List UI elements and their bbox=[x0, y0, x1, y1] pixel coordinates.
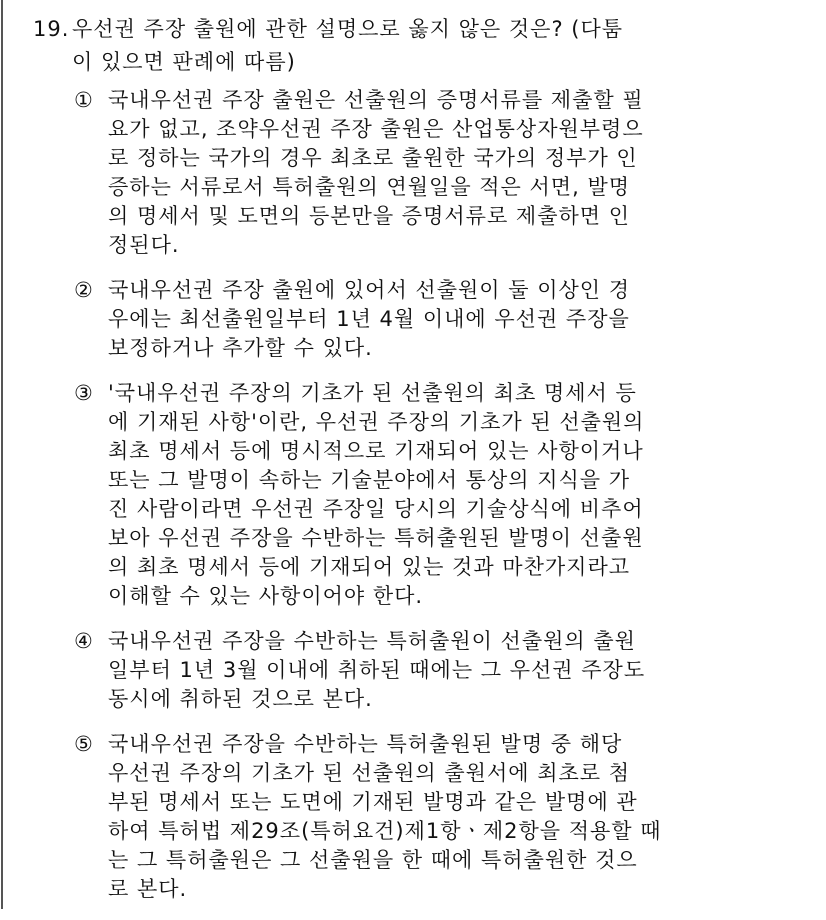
option-marker: ③ bbox=[74, 381, 94, 405]
option-text-line: 정된다. bbox=[108, 233, 180, 257]
option-text-line: 우에는 최선출원일부터 1년 4월 이내에 우선권 주장을 bbox=[108, 307, 630, 331]
page-border bbox=[1, 0, 3, 909]
option-text bbox=[108, 627, 804, 714]
option-text-line: '국내우선권 주장의 기초가 된 선출원의 최초 명세서 등 bbox=[108, 381, 637, 405]
option-text-line: 국내우선권 주장을 수반하는 특허출원된 발명 중 해당 bbox=[108, 732, 623, 756]
option-marker: ① bbox=[74, 88, 94, 112]
option-5[interactable] bbox=[74, 730, 804, 904]
option-text-line: 로 본다. bbox=[108, 877, 188, 901]
question-stem-line: 이 있으면 판례에 따름) bbox=[72, 50, 296, 74]
option-text-line: 또는 그 발명이 속하는 기술분야에서 통상의 지식을 가 bbox=[108, 468, 631, 492]
option-text-line: 이해할 수 있는 사항이어야 한다. bbox=[108, 584, 424, 608]
option-text-line: 증하는 서류로서 특허출원의 연월일을 적은 서면, 발명 bbox=[108, 175, 631, 199]
option-text-line: 보정하거나 추가할 수 있다. bbox=[108, 336, 373, 360]
option-text bbox=[108, 276, 804, 363]
option-text-line: 부된 명세서 또는 도면에 기재된 발명과 같은 발명에 관 bbox=[108, 790, 638, 814]
option-3[interactable] bbox=[74, 379, 804, 611]
option-text-line: 에 기재된 사항'이란, 우선권 주장의 기초가 된 선출원의 bbox=[108, 410, 645, 434]
option-marker: ④ bbox=[74, 629, 94, 653]
option-text-line: 국내우선권 주장 출원은 선출원의 증명서류를 제출할 필 bbox=[108, 88, 644, 112]
question bbox=[33, 13, 803, 79]
option-text-line: 진 사람이라면 우선권 주장일 당시의 기술상식에 비추어 bbox=[108, 497, 644, 521]
option-text-line: 요가 없고, 조약우선권 주장 출원은 산업통상자원부령으 bbox=[108, 117, 644, 141]
option-text-line: 최초 명세서 등에 명시적으로 기재되어 있는 사항이거나 bbox=[108, 439, 644, 463]
question-stem-line: 우선권 주장 출원에 관한 설명으로 옳지 않은 것은? (다툼 bbox=[72, 17, 624, 41]
option-text-line: 우선권 주장의 기초가 된 선출원의 출원서에 최초로 첨 bbox=[108, 761, 631, 785]
option-text-line: 국내우선권 주장 출원에 있어서 선출원이 둘 이상인 경 bbox=[108, 278, 631, 302]
option-2[interactable] bbox=[74, 276, 804, 363]
option-text bbox=[108, 86, 804, 260]
option-text bbox=[108, 730, 804, 904]
option-text-line: 로 정하는 국가의 경우 최초로 출원한 국가의 정부가 인 bbox=[108, 146, 638, 170]
option-marker: ⑤ bbox=[74, 732, 94, 756]
option-text bbox=[108, 379, 804, 611]
option-1[interactable] bbox=[74, 86, 804, 260]
option-text-line: 보아 우선권 주장을 수반하는 특허출원된 발명이 선출원 bbox=[108, 526, 644, 550]
question-stem bbox=[72, 13, 803, 79]
answer-options bbox=[74, 86, 804, 920]
option-text-line: 는 그 특허출원은 그 선출원을 한 때에 특허출원한 것으 bbox=[108, 848, 638, 872]
option-text-line: 국내우선권 주장을 수반하는 특허출원이 선출원의 출원 bbox=[108, 629, 636, 653]
option-text-line: 일부터 1년 3월 이내에 취하된 때에는 그 우선권 주장도 bbox=[108, 658, 646, 682]
option-text-line: 하여 특허법 제29조(특허요건)제1항ㆍ제2항을 적용할 때 bbox=[108, 819, 662, 843]
option-text-line: 의 최초 명세서 등에 기재되어 있는 것과 마찬가지라고 bbox=[108, 555, 631, 579]
question-number: 19. bbox=[33, 17, 70, 41]
option-text-line: 동시에 취하된 것으로 본다. bbox=[108, 687, 373, 711]
option-marker: ② bbox=[74, 278, 94, 302]
option-4[interactable] bbox=[74, 627, 804, 714]
option-text-line: 의 명세서 및 도면의 등본만을 증명서류로 제출하면 인 bbox=[108, 204, 631, 228]
